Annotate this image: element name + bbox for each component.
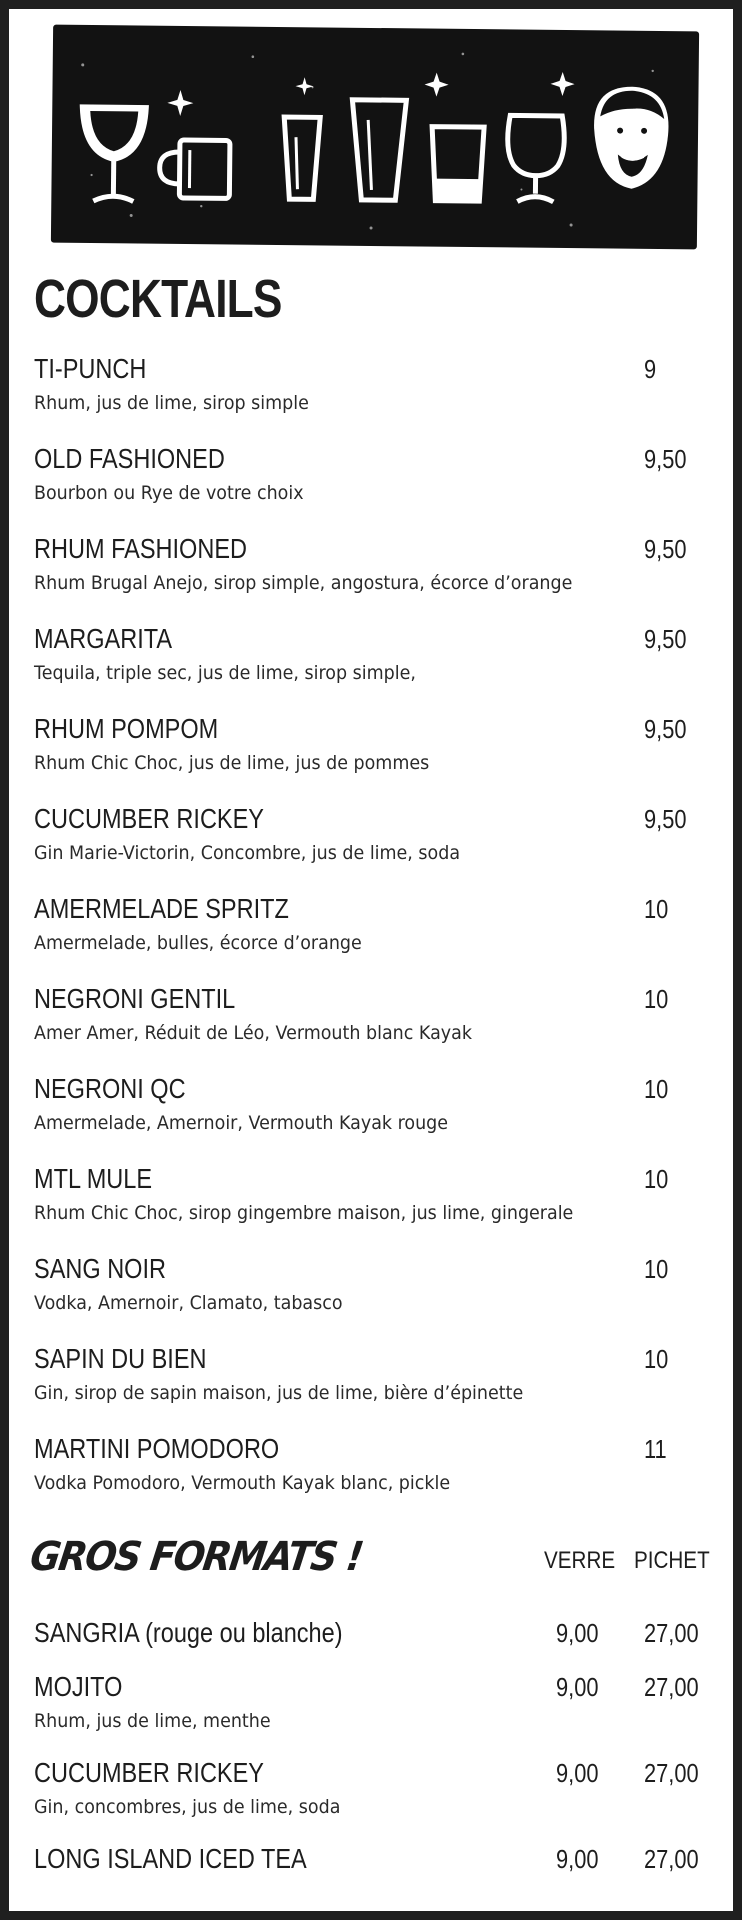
- menu-item-price: 10: [644, 1164, 669, 1194]
- menu-item-description: Bourbon ou Rye de votre choix: [34, 482, 304, 504]
- column-header-verre: VERRE: [544, 1547, 616, 1574]
- menu-item: [34, 712, 694, 802]
- gros-format-price-verre: 9,00: [556, 1672, 599, 1702]
- cocktail-list: [34, 352, 694, 1522]
- gros-formats-list: [34, 1616, 724, 1896]
- menu-item-name: NEGRONI GENTIL: [34, 983, 236, 1014]
- menu-item-price: 9,50: [644, 444, 687, 474]
- menu-item-price: 9,50: [644, 804, 687, 834]
- gros-format-price-pichet: 27,00: [644, 1672, 699, 1702]
- gros-format-description: Gin, concombres, jus de lime, soda: [34, 1796, 341, 1818]
- gros-format-name: CUCUMBER RICKEY: [34, 1757, 265, 1788]
- gros-format-item: [34, 1670, 724, 1756]
- menu-item-name: AMERMELADE SPRITZ: [34, 893, 289, 924]
- menu-item-price: 11: [644, 1434, 667, 1464]
- menu-item: [34, 352, 694, 442]
- section-title-gros-formats: GROS FORMATS !: [27, 1534, 365, 1580]
- menu-item-name: SAPIN DU BIEN: [34, 1343, 207, 1374]
- menu-item-name: TI-PUNCH: [34, 353, 147, 384]
- mug-icon: [159, 140, 230, 199]
- gros-format-name: SANGRIA (rouge ou blanche): [34, 1617, 343, 1648]
- rocks-glass-icon: [431, 127, 484, 202]
- menu-item-description: Amermelade, bulles, écorce d’orange: [34, 932, 362, 954]
- menu-item-price: 9,50: [644, 624, 687, 654]
- menu-item-price: 10: [644, 1344, 669, 1374]
- gros-format-item: [34, 1616, 724, 1670]
- gros-format-price-verre: 9,00: [556, 1758, 599, 1788]
- glassware-banner: [51, 25, 699, 250]
- column-header-pichet: PICHET: [634, 1547, 710, 1574]
- menu-item-price: 10: [644, 1254, 669, 1284]
- menu-item-description: Rhum Chic Choc, jus de lime, jus de pommes: [34, 752, 430, 774]
- gros-format-price-pichet: 27,00: [644, 1618, 699, 1648]
- menu-item: [34, 1342, 694, 1432]
- gros-format-price-verre: 9,00: [556, 1618, 599, 1648]
- menu-item: [34, 802, 694, 892]
- menu-item-description: Vodka, Amernoir, Clamato, tabasco: [34, 1292, 343, 1314]
- menu-item: [34, 892, 694, 982]
- sparkle-icon: [167, 68, 574, 120]
- menu-item-name: RHUM FASHIONED: [34, 533, 248, 564]
- menu-item-name: MTL MULE: [34, 1163, 153, 1194]
- section-title-cocktails: COCKTAILS: [34, 269, 282, 329]
- menu-item-price: 10: [644, 1074, 669, 1104]
- menu-item-name: MARGARITA: [34, 623, 173, 654]
- menu-item-name: SANG NOIR: [34, 1253, 166, 1284]
- menu-item-name: OLD FASHIONED: [34, 443, 225, 474]
- menu-item-description: Tequila, triple sec, jus de lime, sirop simple,: [34, 662, 416, 684]
- menu-item-description: Rhum, jus de lime, sirop simple: [34, 392, 309, 414]
- menu-item: [34, 1252, 694, 1342]
- gros-format-price-pichet: 27,00: [644, 1758, 699, 1788]
- pint-glass-icon: [351, 100, 406, 201]
- tall-glass-icon: [283, 117, 320, 199]
- menu-item-description: Rhum Brugal Anejo, sirop simple, angostura, écorce d’orange: [34, 572, 573, 594]
- menu-item-name: CUCUMBER RICKEY: [34, 803, 265, 834]
- gros-format-name: LONG ISLAND ICED TEA: [34, 1843, 307, 1874]
- menu-item: [34, 1072, 694, 1162]
- gros-format-price-verre: 9,00: [556, 1844, 599, 1874]
- tulip-glass-icon: [507, 115, 564, 202]
- gros-format-item: [34, 1842, 724, 1896]
- menu-item-description: Amermelade, Amernoir, Vermouth Kayak rouge: [34, 1112, 449, 1134]
- menu-item-description: Gin Marie-Victorin, Concombre, jus de lime, soda: [34, 842, 461, 864]
- gros-format-price-pichet: 27,00: [644, 1844, 699, 1874]
- menu-item: [34, 622, 694, 712]
- menu-item-price: 10: [644, 894, 669, 924]
- coupe-glass-icon: [81, 107, 146, 202]
- menu-item: [34, 532, 694, 622]
- menu-item-price: 9,50: [644, 714, 687, 744]
- menu-item-name: MARTINI POMODORO: [34, 1433, 280, 1464]
- menu-item-description: Amer Amer, Réduit de Léo, Vermouth blanc Kayak: [34, 1022, 472, 1044]
- menu-item-price: 9,50: [644, 534, 687, 564]
- menu-item-price: 10: [644, 984, 669, 1014]
- gros-format-name: MOJITO: [34, 1671, 123, 1702]
- glassware-illustration: [51, 25, 699, 250]
- menu-item: [34, 1162, 694, 1252]
- menu-item: [34, 1432, 694, 1522]
- menu-item-description: Vodka Pomodoro, Vermouth Kayak blanc, pickle: [34, 1472, 451, 1494]
- menu-item-price: 9: [644, 354, 657, 384]
- menu-item: [34, 982, 694, 1072]
- menu-item-name: RHUM POMPOM: [34, 713, 219, 744]
- menu-item-description: Gin, sirop de sapin maison, jus de lime, bière d’épinette: [34, 1382, 524, 1404]
- menu-item-name: NEGRONI QC: [34, 1073, 186, 1104]
- menu-item-description: Rhum Chic Choc, sirop gingembre maison, jus lime, gingerale: [34, 1202, 574, 1224]
- menu-item: [34, 442, 694, 532]
- gros-format-item: [34, 1756, 724, 1842]
- bearded-face-icon: [593, 86, 669, 189]
- gros-format-description: Rhum, jus de lime, menthe: [34, 1710, 271, 1732]
